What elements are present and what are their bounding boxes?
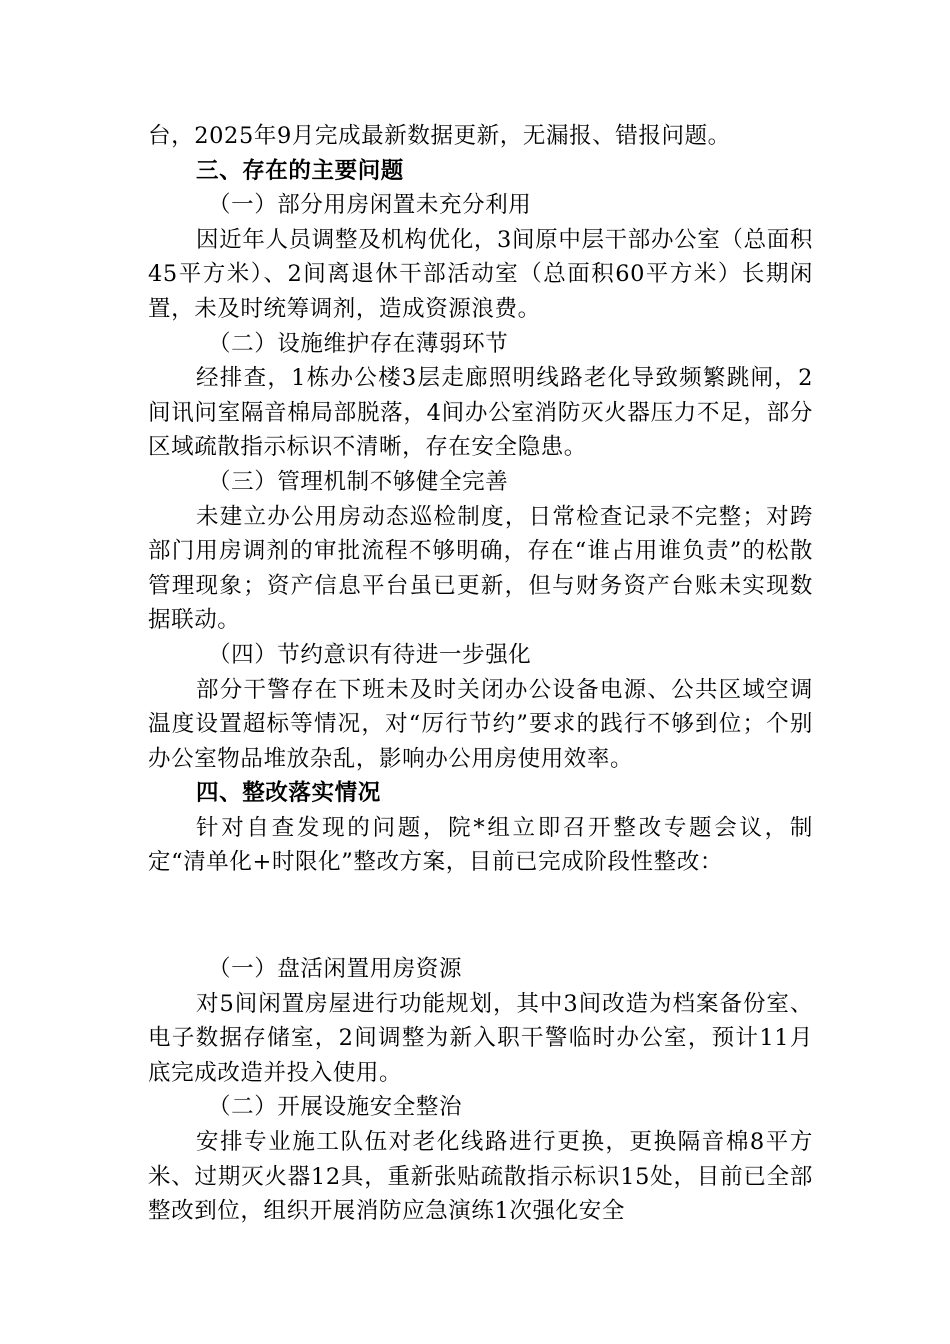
paragraph-4: 针对自查发现的问题，院*组立即召开整改专题会议，制定“清单化+时限化”整改方案，目前已完成阶段性整改： [148,814,813,876]
subheading-4-2: （二）开展设施安全整治 [208,1094,463,1121]
subheading-3-1: （一）部分用房闲置未充分利用 [208,192,532,219]
section-3-top [148,119,813,880]
paragraph-3-4: 部分干警存在下班未及时关闭办公设备电源、公共区域空调温度设置超标等情况，对“厉行节约”要求的践行不够到位；个别办公室物品堆放杂乱，影响办公用房使用效率。 [148,676,813,772]
paragraph-continued: 台，2025年9月完成最新数据更新，无漏报、错报问题。 [148,123,731,149]
paragraph-3-2: 经排查，1栋办公楼3层走廊照明线路老化导致频繁跳闸，2间讯问室隔音棉局部脱落，4间办公室消防灭火器压力不足，部分区域疏散指示标识不清晰，存在安全隐患。 [148,365,813,461]
section-4-body [148,952,813,1229]
paragraph-4-2: 安排专业施工队伍对老化线路进行更换，更换隔音棉8平方米、过期灭火器12具，重新张贴疏散指示标识15处，目前已全部整改到位，组织开展消防应急演练1次强化安全 [148,1128,813,1225]
paragraph-3-3: 未建立办公用房动态巡检制度，日常检查记录不完整；对跨部门用房调剂的审批流程不够明确，存在“谁占用谁负责”的松散管理现象；资产信息平台虽已更新，但与财务资产台账未实现数据联动。 [148,503,813,634]
section-heading-3: 三、存在的主要问题 [196,157,404,184]
subheading-3-3: （三）管理机制不够健全完善 [208,468,509,495]
paragraph-4-1: 对5间闲置房屋进行功能规划，其中3间改造为档案备份室、电子数据存储室，2间调整为新入职干警临时办公室，预计11月底完成改造并投入使用。 [148,990,813,1086]
subheading-3-4: （四）节约意识有待进一步强化 [208,641,532,668]
paragraph-3-1: 因近年人员调整及机构优化，3间原中层干部办公室（总面积45平方米）、2间离退休干部活动室（总面积60平方米）长期闲置，未及时统筹调剂，造成资源浪费。 [148,226,813,322]
subheading-3-2: （二）设施维护存在薄弱环节 [208,330,509,357]
subheading-4-1: （一）盘活闲置用房资源 [208,956,463,982]
section-heading-4: 四、整改落实情况 [196,780,381,807]
